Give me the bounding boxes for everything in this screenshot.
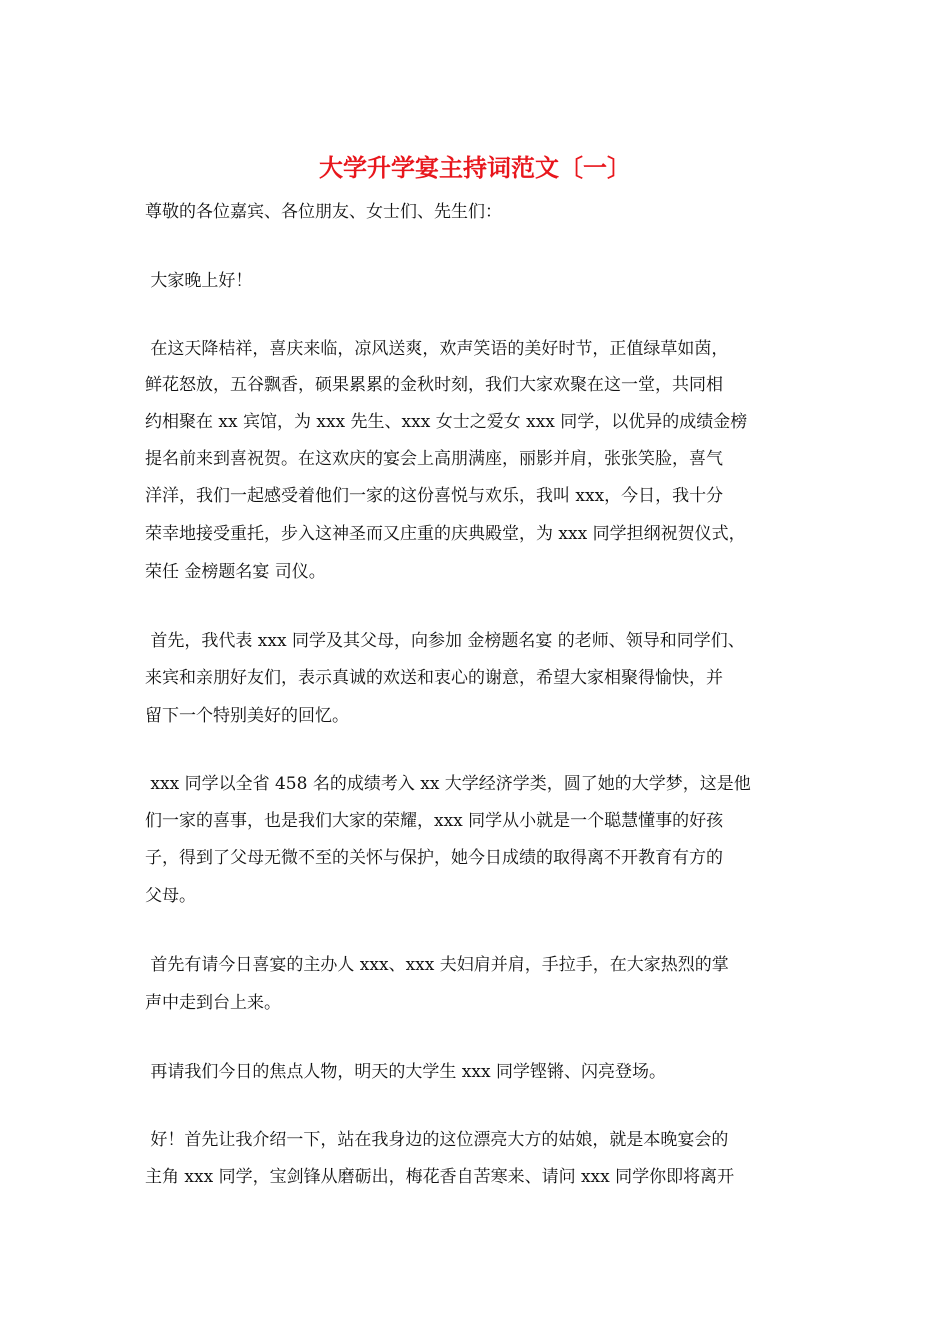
paragraph-3-line-3: 子，得到了父母无微不至的关怀与保护，她今日成绩的取得离不开教育有方的 <box>145 848 723 868</box>
paragraph-4-line-2: 声中走到台上来。 <box>145 993 281 1013</box>
paragraph-1-line-1: 在这天降桔祥，喜庆来临，凉风送爽，欢声笑语的美好时节，正值绿草如茵， <box>145 339 729 359</box>
paragraph-3-line-2: 们一家的喜事，也是我们大家的荣耀，xxx 同学从小就是一个聪慧懂事的好孩 <box>145 811 724 831</box>
paragraph-1-line-5: 洋洋，我们一起感受着他们一家的这份喜悦与欢乐，我叫 xxx，今日，我十分 <box>145 486 724 506</box>
greeting-line: 大家晚上好！ <box>145 271 253 291</box>
paragraph-1-line-3: 约相聚在 xx 宾馆，为 xxx 先生、xxx 女士之爱女 xxx 同学，以优异的成绩金榜 <box>145 412 748 432</box>
paragraph-6-line-1: 好！首先让我介绍一下，站在我身边的这位漂亮大方的姑娘，就是本晚宴会的 <box>145 1130 729 1150</box>
paragraph-1-line-7: 荣任 金榜题名宴 司仪。 <box>145 562 326 582</box>
salutation-line: 尊敬的各位嘉宾、各位朋友、女士们、先生们： <box>145 202 502 222</box>
paragraph-3-line-1: xxx 同学以全省 458 名的成绩考入 xx 大学经济学类，圆了她的大学梦，这是他 <box>145 774 751 794</box>
paragraph-2-line-3: 留下一个特别美好的回忆。 <box>145 706 349 726</box>
paragraph-4-line-1: 首先有请今日喜宴的主办人 xxx、xxx 夫妇肩并肩，手拉手，在大家热烈的掌 <box>145 955 729 975</box>
paragraph-1-line-2: 鲜花怒放，五谷飘香，硕果累累的金秋时刻，我们大家欢聚在这一堂，共同相 <box>145 375 723 395</box>
paragraph-1-line-6: 荣幸地接受重托，步入这神圣而又庄重的庆典殿堂，为 xxx 同学担纲祝贺仪式， <box>145 524 746 544</box>
paragraph-2-line-2: 来宾和亲朋好友们，表示真诚的欢送和衷心的谢意，希望大家相聚得愉快，并 <box>145 668 723 688</box>
paragraph-3-line-4: 父母。 <box>145 886 196 906</box>
paragraph-1-line-4: 提名前来到喜祝贺。在这欢庆的宴会上高朋满座，丽影并肩，张张笑脸，喜气 <box>145 449 723 469</box>
document-title: 大学升学宴主持词范文〔一〕 <box>319 153 631 182</box>
paragraph-6-line-2: 主角 xxx 同学，宝剑锋从磨砺出，梅花香自苦寒来、请问 xxx 同学你即将离开 <box>145 1167 735 1187</box>
paragraph-5-line-1: 再请我们今日的焦点人物，明天的大学生 xxx 同学铿锵、闪亮登场。 <box>145 1062 666 1082</box>
paragraph-2-line-1: 首先，我代表 xxx 同学及其父母，向参加 金榜题名宴 的老师、领导和同学们、 <box>145 631 745 651</box>
